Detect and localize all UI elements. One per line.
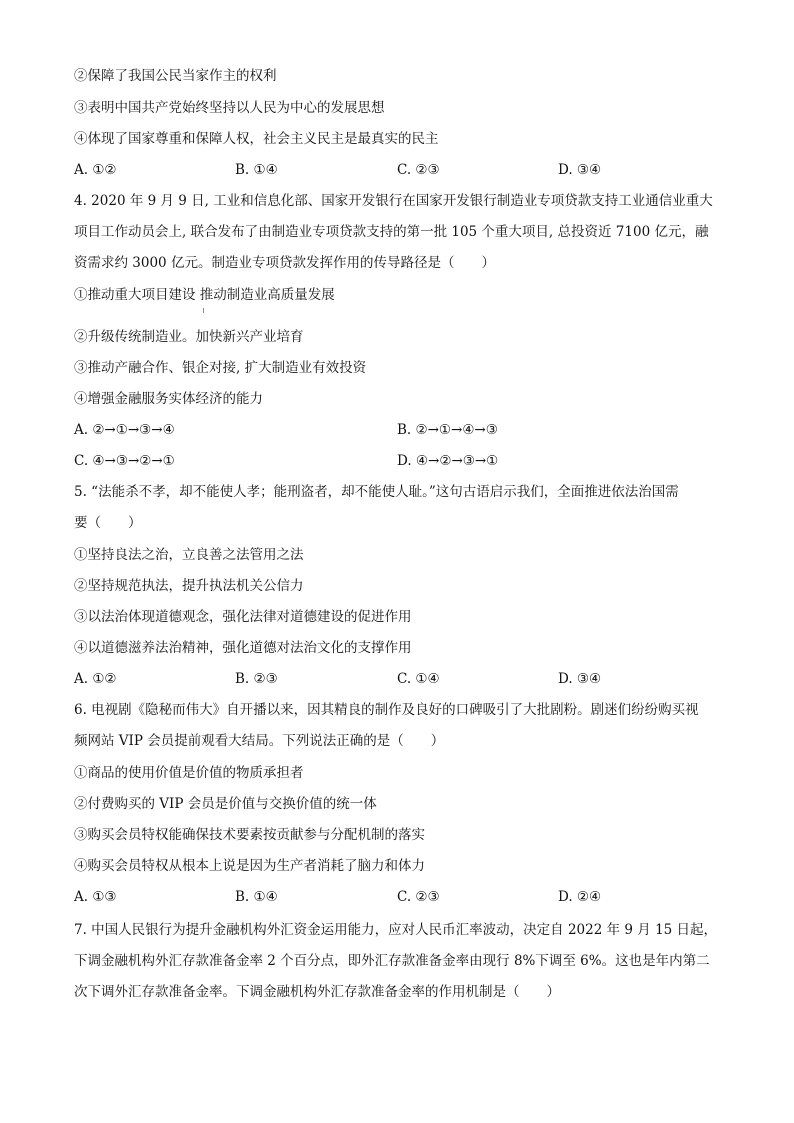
- q5-statement-1: ①坚持良法之治，立良善之法管用之法: [74, 547, 304, 563]
- q4-option-d[interactable]: D. ④→②→③→①: [397, 453, 499, 469]
- q5-statement-2: ②坚持规范执法，提升执法机关公信力: [74, 578, 304, 594]
- q5-stem-line-2: 要（ ）: [74, 515, 142, 531]
- q7-stem-line-1: 7. 中国人民银行为提升金融机构外汇资金运用能力，应对人民币汇率波动，决定自 2022 年 9 月 15 日起，: [74, 922, 718, 938]
- q6-stem-line-1: 6. 电视剧《隐秘而伟大》自开播以来，因其精良的制作及良好的口碑吸引了大批剧粉。剧迷们纷纷购买视: [74, 702, 699, 718]
- q6-statement-1: ①商品的使用价值是价值的物质承担者: [74, 765, 304, 781]
- q4-option-c[interactable]: C. ④→③→②→①: [74, 453, 175, 469]
- q6-statement-2: ②付费购买的 VIP 会员是价值与交换价值的统一体: [74, 796, 377, 812]
- q6-stem-line-2: 频网站 VIP 会员提前观看大结局。下列说法正确的是（ ）: [74, 733, 445, 749]
- q5-statement-4: ④以道德滋养法治精神，强化道德对法治文化的支撑作用: [74, 640, 412, 656]
- q6-option-d[interactable]: D. ②④: [558, 889, 602, 905]
- q4-statement-2: ②升级传统制造业。加快新兴产业培育: [74, 329, 304, 345]
- prev-statement-4: ④体现了国家尊重和保障人权，社会主义民主是最真实的民主: [74, 131, 439, 147]
- q5-option-c[interactable]: C. ①④: [397, 671, 440, 687]
- q5-stem-line-1: 5. “法能杀不孝，却不能使人孝；能刑盗者，却不能使人耻。”这句古语启示我们，全面推进依法治国需: [74, 484, 679, 500]
- q4-stem-line-3: 资需求约 3000 亿元。制造业专项贷款发挥作用的传导路径是（ ）: [74, 255, 495, 271]
- q5-option-a[interactable]: A. ①②: [74, 671, 117, 687]
- q6-option-b[interactable]: B. ①④: [235, 889, 278, 905]
- q5-option-b[interactable]: B. ②③: [235, 671, 278, 687]
- q7-stem-line-3: 次下调外汇存款准备金率。下调金融机构外汇存款准备金率的作用机制是（ ）: [74, 984, 560, 1000]
- q4-stem-line-2: 项目工作动员会上, 联合发布了由制造业专项贷款支持的第一批 105 个重大项目, 总投资近 7100 亿元，融: [74, 224, 709, 240]
- q5-statement-3: ③以法治体现道德观念，强化法律对道德建设的促进作用: [74, 609, 412, 625]
- q6-option-a[interactable]: A. ①③: [74, 889, 117, 905]
- q4-option-a[interactable]: A. ②→①→③→④: [74, 422, 175, 438]
- prev-option-b[interactable]: B. ①④: [235, 162, 278, 178]
- q4-statement-4: ④增强金融服务实体经济的能力: [74, 391, 263, 407]
- prev-option-a[interactable]: A. ①②: [74, 162, 117, 178]
- q4-statement-1: ①推动重大项目建设 推动制造业高质量发展: [74, 287, 335, 303]
- prev-statement-3: ③表明中国共产党始终坚持以人民为中心的发展思想: [74, 100, 385, 116]
- q5-option-d[interactable]: D. ③④: [558, 671, 602, 687]
- prev-option-c[interactable]: C. ②③: [397, 162, 440, 178]
- prev-option-d[interactable]: D. ③④: [558, 162, 602, 178]
- q4-option-b[interactable]: B. ②→①→④→③: [397, 422, 498, 438]
- q4-scan-mark: [203, 308, 204, 313]
- q4-stem-line-1: 4. 2020 年 9 月 9 日, 工业和信息化部、国家开发银行在国家开发银行制造业专项贷款支持工业通信业重大: [74, 193, 713, 209]
- q6-statement-3: ③购买会员特权能确保技术要素按贡献参与分配机制的落实: [74, 827, 425, 843]
- q7-stem-line-2: 下调金融机构外汇存款准备金率 2 个百分点，即外汇存款准备金率由现行 8%下调至 6%。这也是年内第二: [74, 953, 710, 969]
- prev-statement-2: ②保障了我国公民当家作主的权利: [74, 68, 277, 84]
- q6-option-c[interactable]: C. ②③: [397, 889, 440, 905]
- q4-statement-3: ③推动产融合作、银企对接, 扩大制造业有效投资: [74, 360, 367, 376]
- q6-statement-4: ④购买会员特权从根本上说是因为生产者消耗了脑力和体力: [74, 858, 425, 874]
